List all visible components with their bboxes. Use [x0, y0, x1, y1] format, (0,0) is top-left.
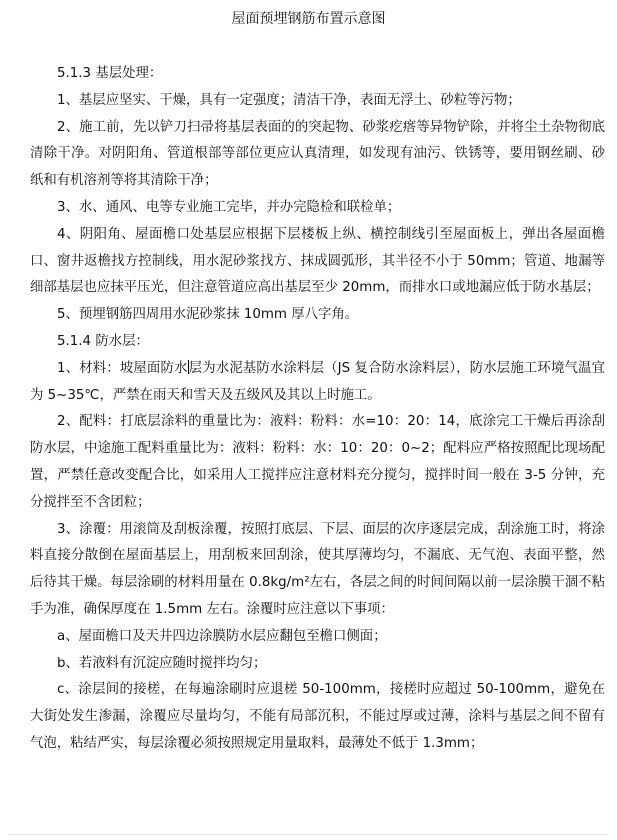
page-bottom-divider [8, 834, 609, 835]
section-513-item-2: 2、施工前，先以铲刀扫帚将基层表面的的突起物、砂浆疙瘩等异物铲除，并将尘土杂物彻底清除干净。对阴阳角、管道根部等部位更应认真清理，如发现有油污、铁锈等，要用钢丝刷、砂纸和有机溶剂等将其清除干净； [30, 119, 605, 189]
section-514-item-1-part-b: 层为水泥基防水涂料层（JS 复合防水涂料层），防水层施工环境气温宜为 5~35℃，严禁在雨天和雪天及五级风及其以上时施工。 [30, 360, 605, 403]
section-514-item-1 [30, 356, 605, 410]
section-513-item-5: 5、预埋钢筋四周用水泥砂浆抹 10mm 厚八字角。 [57, 307, 359, 323]
section-514-item-a: a、屋面檐口及天井四边涂膜防水层应翻包至檐口侧面； [57, 628, 387, 644]
document-body [30, 61, 605, 758]
section-514-item-c: c、涂层间的接槎，在每遍涂刷时应退槎 50-100mm，接槎时应超过 50-100mm，避免在大街处发生渗漏，涂覆应尽量均匀，不能有局部沉积，不能过厚或过薄，涂料与基层之间不留有气泡，粘结严实，每层涂覆必须按照规定用量取料，最薄处不低于 1.3mm； [30, 682, 605, 751]
section-513-heading: 5.1.3 基层处理： [57, 66, 163, 81]
section-513-item-3: 3、水、通风、电等专业施工完毕，并办完隐检和联检单； [57, 199, 401, 215]
section-513-item-1: 1、基层应坚实、干燥，具有一定强度；清洁干净，表面无浮土、砂粒等污物； [57, 92, 521, 108]
section-514-item-3: 3、涂覆：用滚筒及刮板涂覆，按照打底层、下层、面层的次序逐层完成，刮涂施工时，将涂料直接分散倒在屋面基层上，用刮板来回刮涂，使其厚薄均匀，不漏底、无气泡、表面平整，然后待其干燥。每层涂刷的材料用量在 0.8kg/m²左右，各层之间的时间间隔以前一层涂膜干涸不粘手为准，确保厚度在 1.5mm 左右。涂覆时应注意以下事项： [30, 521, 605, 617]
section-513-item-4: 4、阴阳角、屋面檐口处基层应根据下层楼板上纵、横控制线引至屋面板上，弹出各屋面檐口、窗井返檐找方控制线，用水泥砂浆找方、抹成圆弧形，其半径不小于 50mm；管道、地漏等细部基层也应抹平压光，但注意管道应高出基层至少 20mm，而排水口或地漏应低于防水基层； [30, 226, 605, 296]
section-514-item-b: b、若液料有沉淀应随时搅拌均匀； [57, 655, 267, 671]
section-514-item-2: 2、配料：打底层涂料的重量比为：液料：粉料：水=10：20：14，底涂完工干燥后再涂刮防水层，中途施工配料重量比为：液料：粉料：水：10：20：0~2；配料应严格按照配比现场配置，严禁任意改变配合比，如采用人工搅拌应注意材料充分搅匀，搅拌时间一般在 3-5 分钟，充分搅拌至不含团粒； [30, 414, 605, 510]
document-title: 屋面预埋钢筋布置示意图 [231, 11, 386, 27]
section-514-heading: 5.1.4 防水层： [57, 333, 149, 349]
section-514-item-1-part-a: 1、材料：坡屋面防水 [57, 360, 188, 376]
